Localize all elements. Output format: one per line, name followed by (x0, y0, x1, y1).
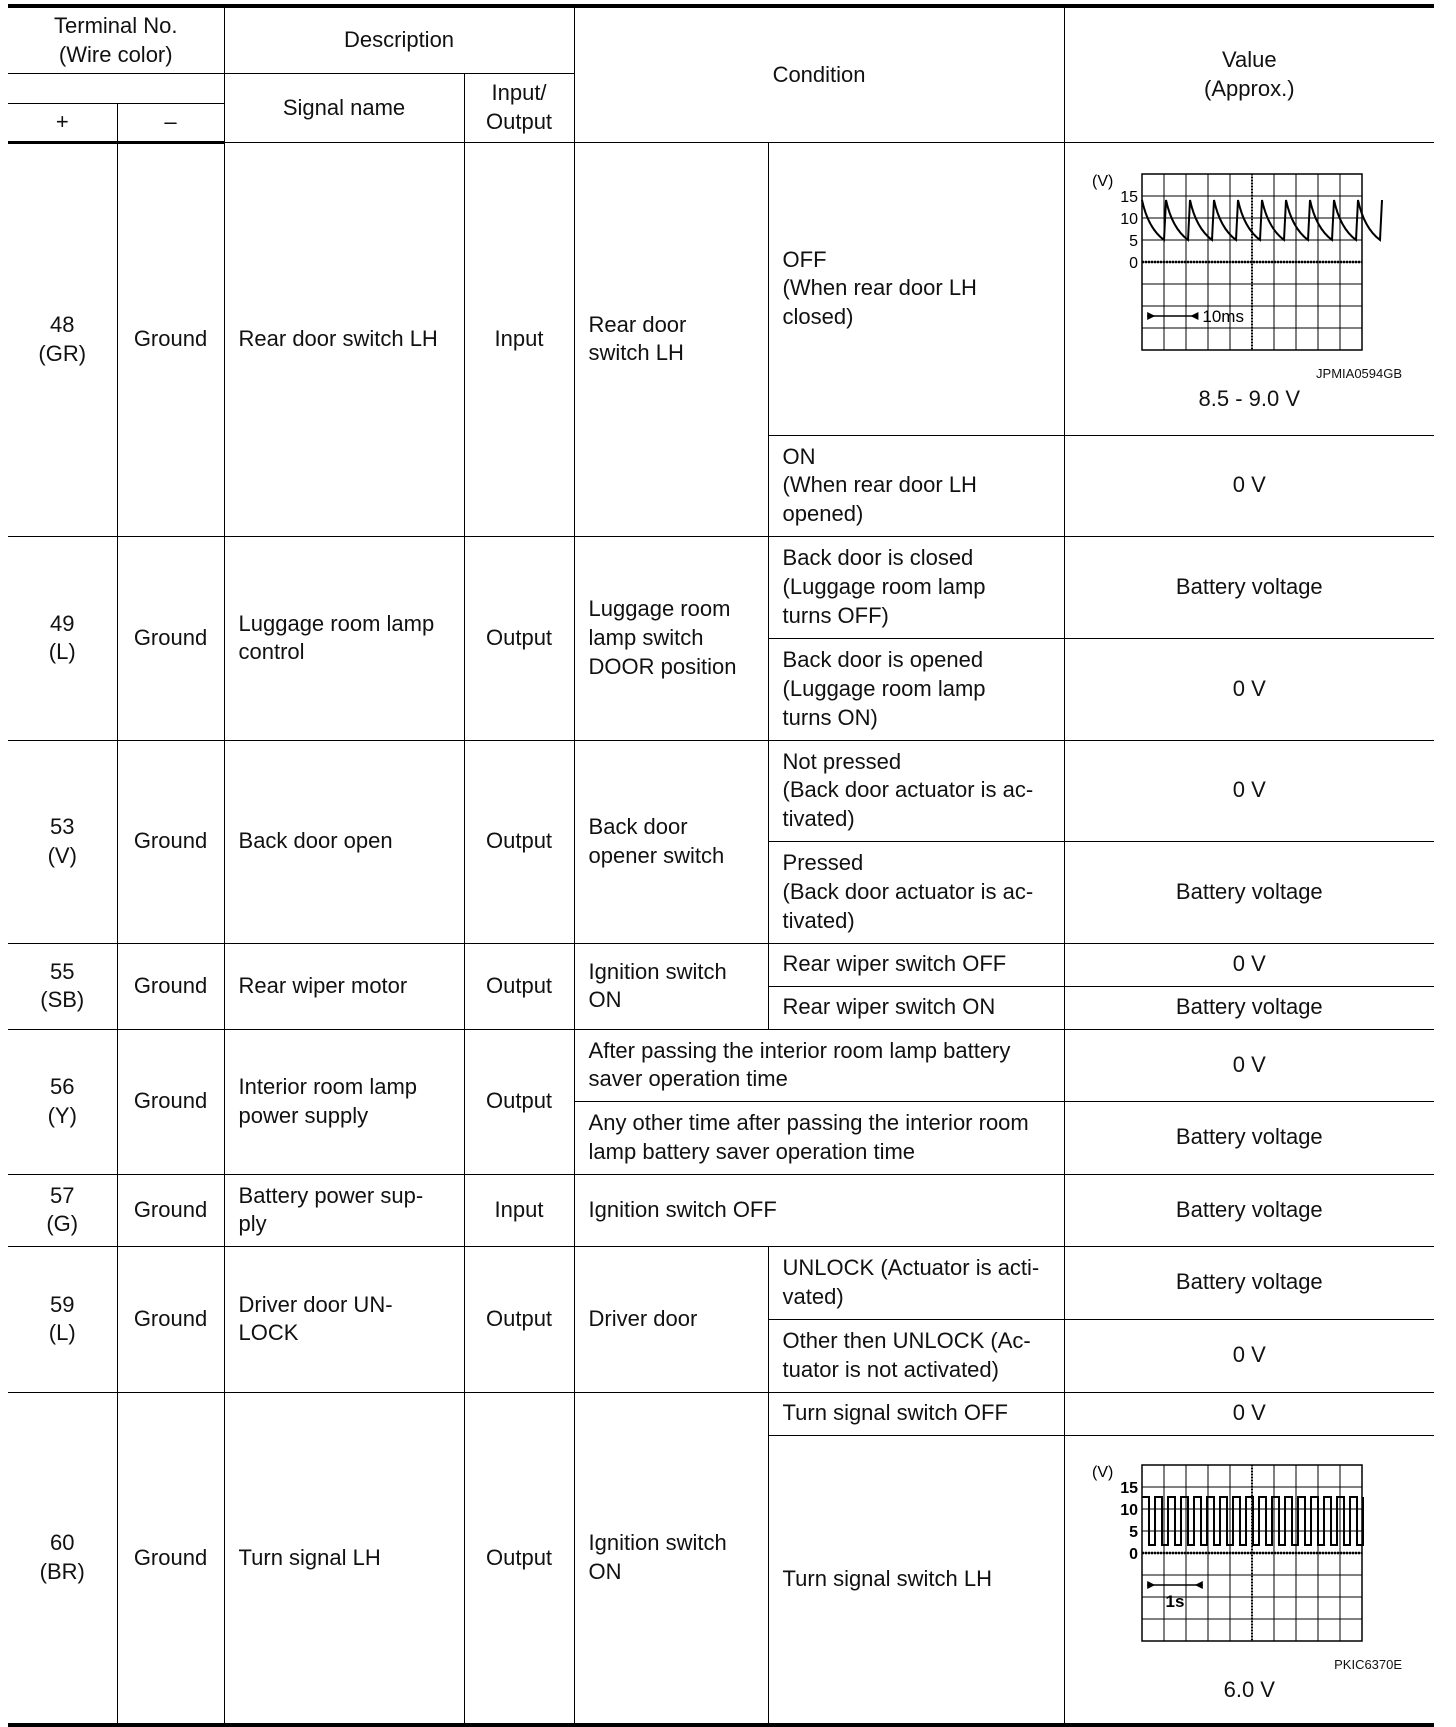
value-cell: 0 V (1064, 435, 1434, 536)
terminal-cell: 60 (BR) (8, 1392, 117, 1725)
value-cell: Battery voltage (1064, 841, 1434, 943)
terminal-spec-document (8, 4, 1434, 1727)
condition-cell: Ignition switch OFF (574, 1174, 1064, 1246)
terminal-cell: 49 (L) (8, 536, 117, 740)
terminal-cell: 48 (GR) (8, 142, 117, 536)
signal-name-cell: Rear door switch LH (224, 142, 464, 536)
condition-detail-cell: Pressed (Back door actuator is ac- tivated) (768, 841, 1064, 943)
waveform-unit-label: (V) (1092, 173, 1114, 191)
waveform-y-tick: 10 (1120, 1501, 1139, 1519)
waveform-value: 6.0 V (1223, 1676, 1275, 1702)
ground-cell: Ground (117, 740, 224, 943)
signal-name-cell: Back door open (224, 740, 464, 943)
condition-detail-cell: Back door is opened (Luggage room lamp turns ON) (768, 638, 1064, 740)
value-cell: 0 V (1064, 740, 1434, 841)
condition-detail-cell: Rear wiper switch ON (768, 986, 1064, 1029)
table-row-55 (8, 943, 1434, 986)
header-signal-name: Signal name (224, 74, 464, 143)
condition-cell: Back door opener switch (574, 740, 768, 943)
io-cell: Input (464, 142, 574, 536)
terminal-cell: 56 (Y) (8, 1029, 117, 1174)
table-row-57 (8, 1174, 1434, 1246)
waveform-code: JPMIA0594GB (1316, 366, 1403, 382)
time-span-arrow (1147, 1581, 1203, 1589)
signal-name-cell: Interior room lamp power supply (224, 1029, 464, 1174)
io-cell: Output (464, 536, 574, 740)
signal-name-cell: Driver door UN-LOCK (224, 1246, 464, 1392)
signal-name-cell: Turn signal LH (224, 1392, 464, 1725)
table-header (8, 6, 1434, 142)
waveform-y-tick: 0 (1129, 1545, 1139, 1563)
condition-detail-cell: Other then UNLOCK (Ac- tuator is not activated) (768, 1319, 1064, 1392)
waveform-cell (1064, 1435, 1434, 1725)
waveform-value: 8.5 - 9.0 V (1198, 385, 1301, 411)
time-span-arrow (1147, 312, 1198, 320)
io-cell: Output (464, 740, 574, 943)
terminal-cell: 55 (SB) (8, 943, 117, 1029)
waveform-y-tick: 0 (1129, 255, 1139, 273)
ground-cell: Ground (117, 536, 224, 740)
value-cell: 0 V (1064, 1392, 1434, 1435)
header-condition: Condition (574, 6, 1064, 142)
signal-name-cell: Rear wiper motor (224, 943, 464, 1029)
value-cell: Battery voltage (1064, 536, 1434, 638)
condition-cell: Any other time after passing the interior room lamp battery saver operation time (574, 1101, 1064, 1174)
waveform-y-tick: 10 (1120, 211, 1139, 229)
condition-cell: After passing the interior room lamp battery saver operation time (574, 1029, 1064, 1101)
header-description: Description (224, 6, 574, 74)
condition-detail-cell: ON (When rear door LH opened) (768, 435, 1064, 536)
header-minus: – (117, 104, 224, 143)
waveform-y-tick: 15 (1120, 189, 1139, 207)
value-cell: Battery voltage (1064, 1174, 1434, 1246)
signal-name-cell: Battery power sup-ply (224, 1174, 464, 1246)
value-cell: 0 V (1064, 1319, 1434, 1392)
table-row-59 (8, 1246, 1434, 1319)
waveform-code: PKIC6370E (1334, 1656, 1403, 1672)
value-cell: 0 V (1064, 943, 1434, 986)
waveform-trace (1142, 200, 1382, 240)
terminal-cell: 59 (L) (8, 1246, 117, 1392)
header-terminal-no: Terminal No. (Wire color) (8, 6, 224, 74)
terminal-cell: 57 (G) (8, 1174, 117, 1246)
header-value: Value (Approx.) (1064, 6, 1434, 142)
condition-cell: Ignition switch ON (574, 943, 768, 1029)
waveform-y-tick: 5 (1129, 233, 1139, 251)
io-cell: Output (464, 1029, 574, 1174)
value-cell: 0 V (1064, 638, 1434, 740)
scope-grid (1142, 1465, 1362, 1641)
io-cell: Output (464, 1392, 574, 1725)
value-cell: 0 V (1064, 1029, 1434, 1101)
condition-detail-cell: UNLOCK (Actuator is acti- vated) (768, 1246, 1064, 1319)
waveform-y-tick: 5 (1129, 1523, 1139, 1541)
condition-detail-cell: Rear wiper switch OFF (768, 943, 1064, 986)
header-input-output: Input/ Output (464, 74, 574, 143)
table-row-56 (8, 1029, 1434, 1101)
waveform-cell (1064, 142, 1434, 435)
condition-detail-cell: OFF (When rear door LH closed) (768, 142, 1064, 435)
terminal-spec-table (8, 4, 1434, 1727)
ground-cell: Ground (117, 1029, 224, 1174)
waveform-time-label: 1s (1165, 1591, 1185, 1611)
table-row-60 (8, 1392, 1434, 1435)
signal-name-cell: Luggage room lamp control (224, 536, 464, 740)
table-row-48 (8, 142, 1434, 435)
scope-grid (1142, 174, 1362, 350)
io-cell: Output (464, 1246, 574, 1392)
ground-cell: Ground (117, 1246, 224, 1392)
condition-detail-cell: Back door is closed (Luggage room lamp turns OFF) (768, 536, 1064, 638)
condition-cell: Luggage room lamp switch DOOR position (574, 536, 768, 740)
condition-detail-cell: Turn signal switch OFF (768, 1392, 1064, 1435)
condition-cell: Ignition switch ON (574, 1392, 768, 1725)
rear-door-switch-waveform (1084, 164, 1414, 364)
condition-cell: Driver door (574, 1246, 768, 1392)
table-row-49 (8, 536, 1434, 638)
condition-detail-cell: Turn signal switch LH (768, 1435, 1064, 1725)
waveform-trace (1142, 1497, 1363, 1545)
waveform-unit-label: (V) (1092, 1463, 1114, 1481)
waveform-y-tick: 15 (1120, 1479, 1139, 1497)
terminal-cell: 53 (V) (8, 740, 117, 943)
header-terminal-spacer (8, 74, 224, 104)
io-cell: Input (464, 1174, 574, 1246)
io-cell: Output (464, 943, 574, 1029)
ground-cell: Ground (117, 1392, 224, 1725)
ground-cell: Ground (117, 1174, 224, 1246)
value-cell: Battery voltage (1064, 986, 1434, 1029)
condition-detail-cell: Not pressed (Back door actuator is ac- tivated) (768, 740, 1064, 841)
turn-signal-waveform (1084, 1455, 1414, 1655)
value-cell: Battery voltage (1064, 1101, 1434, 1174)
waveform-time-label: 10ms (1202, 307, 1245, 327)
value-cell: Battery voltage (1064, 1246, 1434, 1319)
condition-cell: Rear door switch LH (574, 142, 768, 536)
ground-cell: Ground (117, 943, 224, 1029)
header-plus: + (8, 104, 117, 143)
table-row-53 (8, 740, 1434, 841)
ground-cell: Ground (117, 142, 224, 536)
